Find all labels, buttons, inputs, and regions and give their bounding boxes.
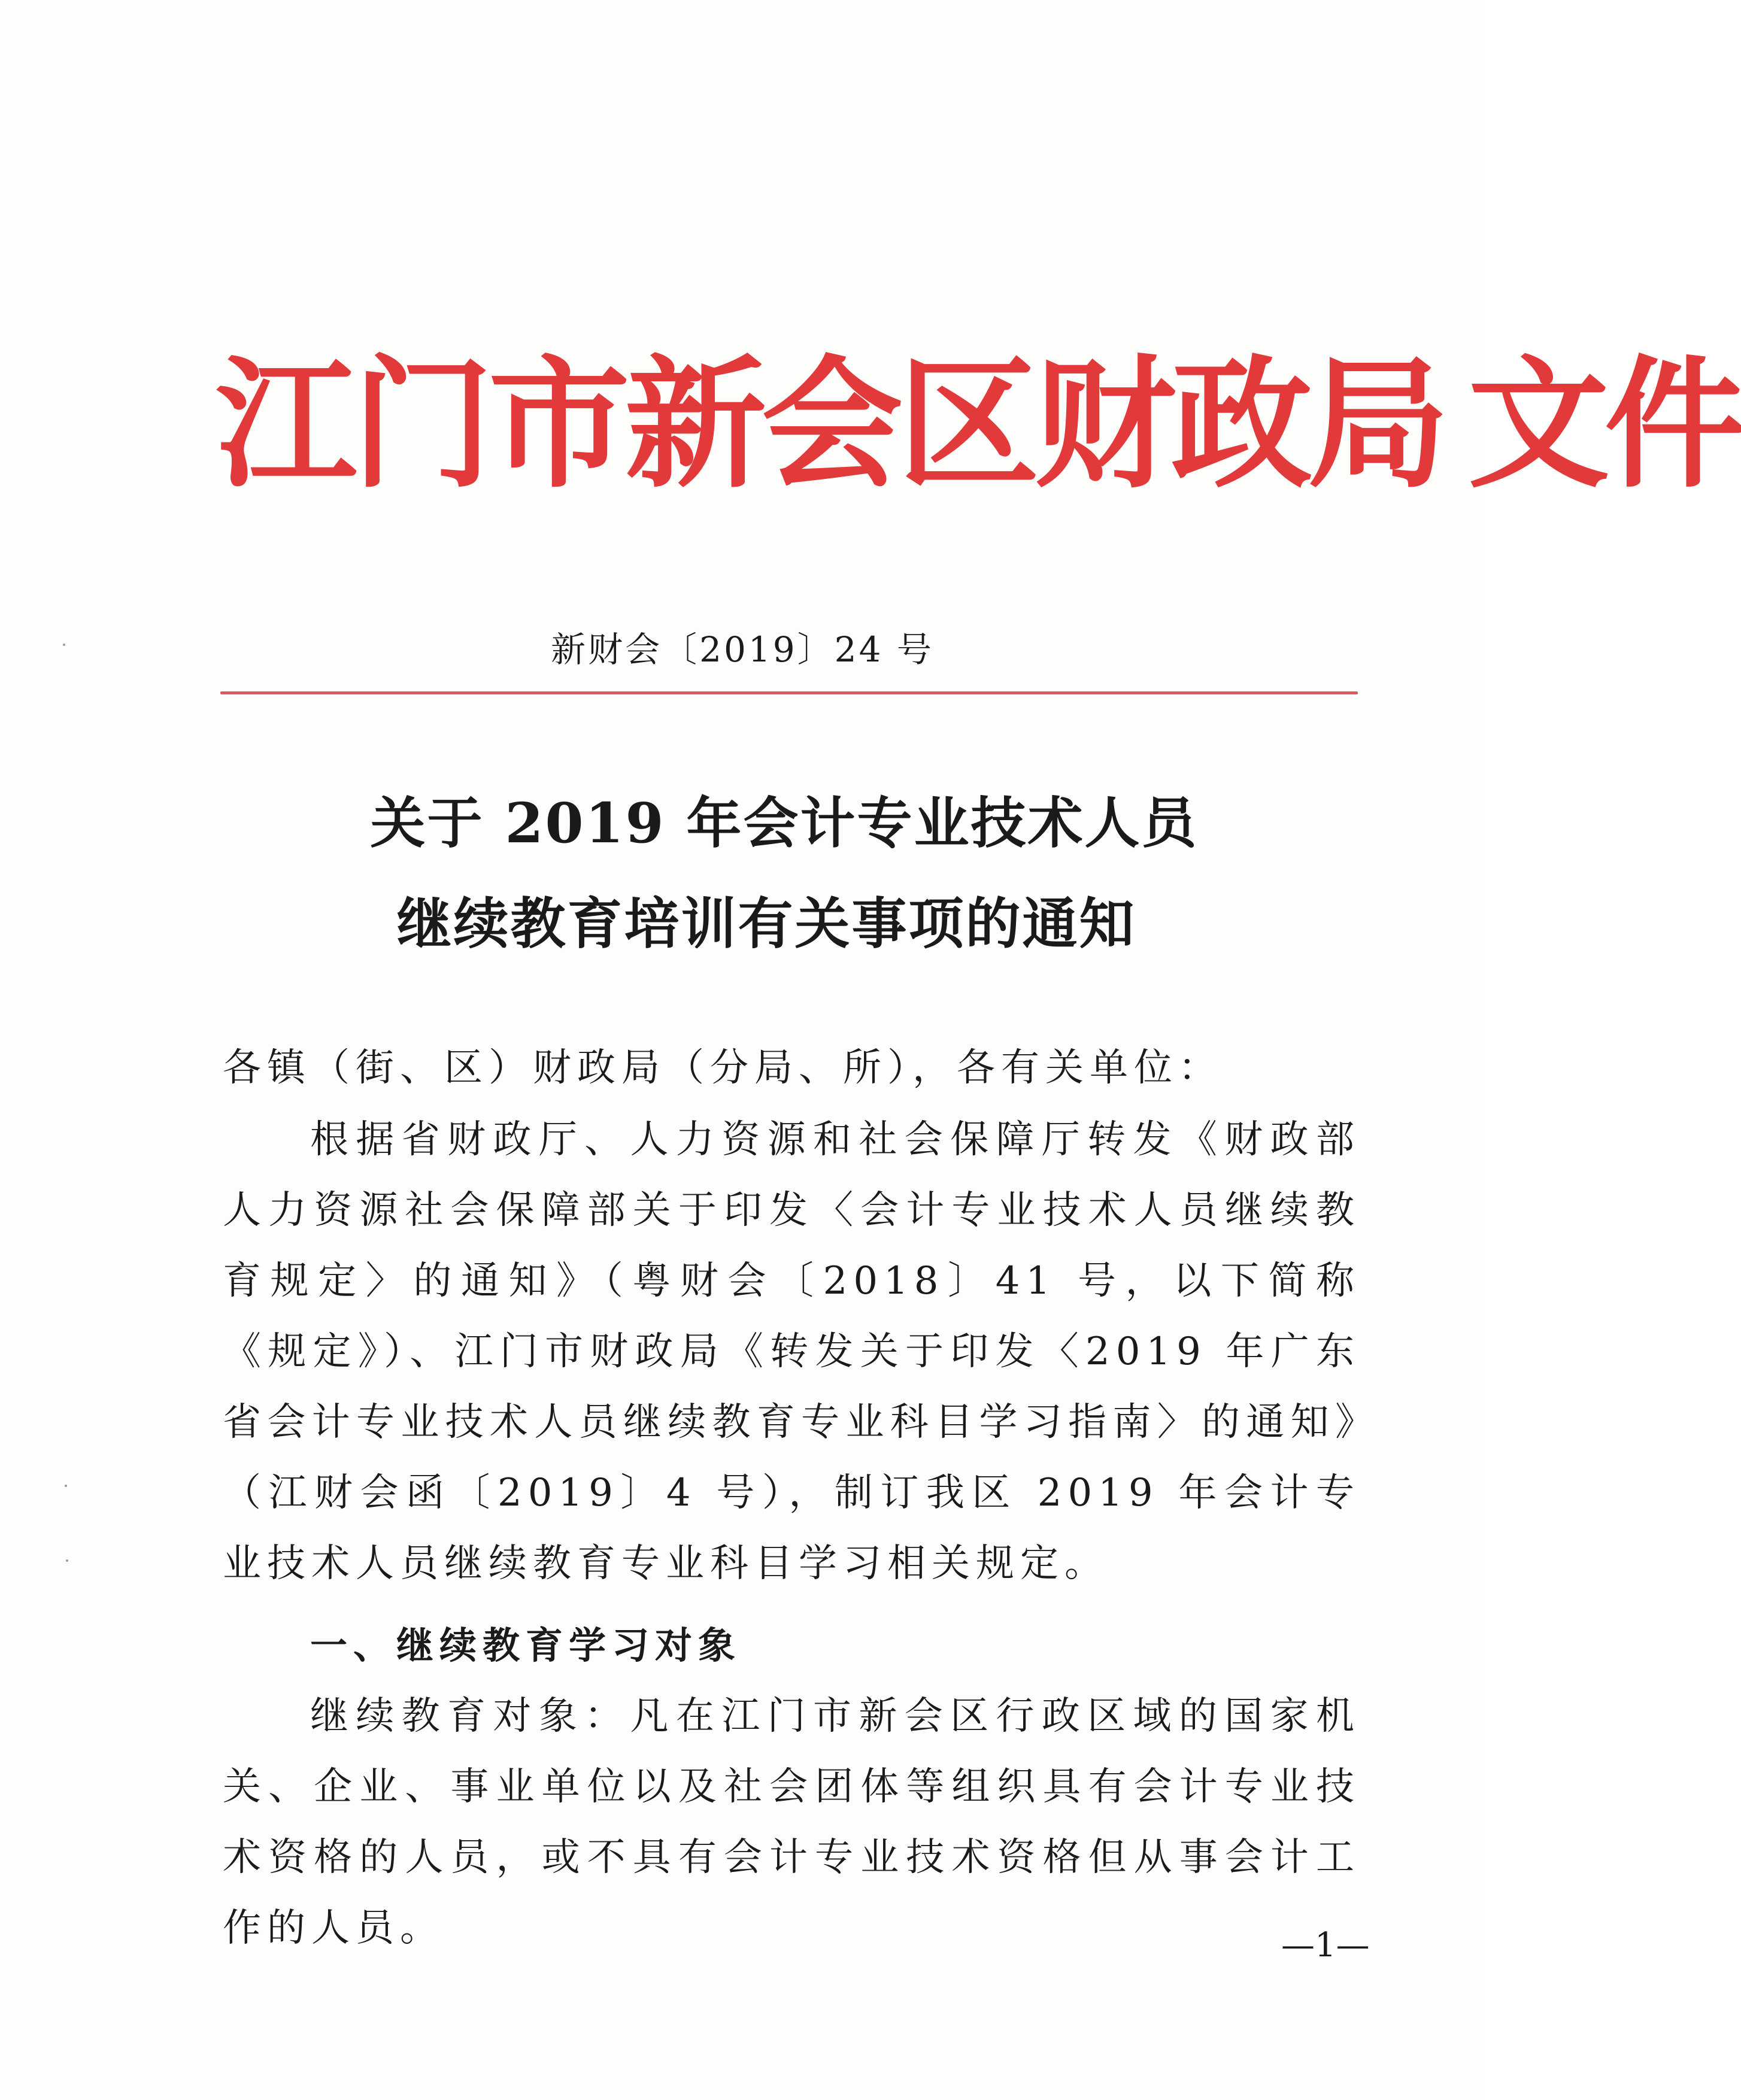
red-divider-line: [220, 691, 1358, 694]
issuer-header: [216, 335, 1741, 515]
issuer-suffix: 文件: [1468, 342, 1741, 507]
body-paragraph-1: 根据省财政厅、人力资源和社会保障厅转发《财政部 人力资源社会保障部关于印发〈会计专业技术人员继续教育规定〉的通知》（粤财会〔2018〕41 号，以下简称《规定》）、江门市财政局《转发关于印发〈2019 年广东省会计专业技术人员继续教育专业科目学习指南〉的通知》（江财会函〔2019〕4 号），制订我区 2019 年会计专业技术人员继续教育专业科目学习相关规定。: [223, 1118, 1360, 1586]
body-paragraph-2: 继续教育对象：凡在江门市新会区行政区域的国家机关、企业、事业单位以及社会团体等组织具有会计专业技术资格的人员，或不具有会计专业技术资格但从事会计工作的人员。: [223, 1694, 1360, 1950]
scan-speck: [66, 1559, 68, 1562]
scan-speck: [65, 1485, 67, 1487]
notice-title-line-1: 关于 2019 年会计专业技术人员: [370, 791, 1199, 855]
scan-speck: [63, 644, 65, 646]
issuer-name: 江门市新会区财政局: [216, 342, 1445, 507]
section-heading-1: 一、继续教育学习对象: [310, 1623, 742, 1667]
page-number: —1—: [1281, 1926, 1370, 1965]
salutation: 各镇（街、区）财政局（分局、所），各有关单位：: [223, 1046, 1223, 1090]
notice-title-line-2: 继续教育培训有关事项的通知: [396, 891, 1136, 956]
document-number: 新财会〔2019〕24 号: [551, 629, 934, 670]
